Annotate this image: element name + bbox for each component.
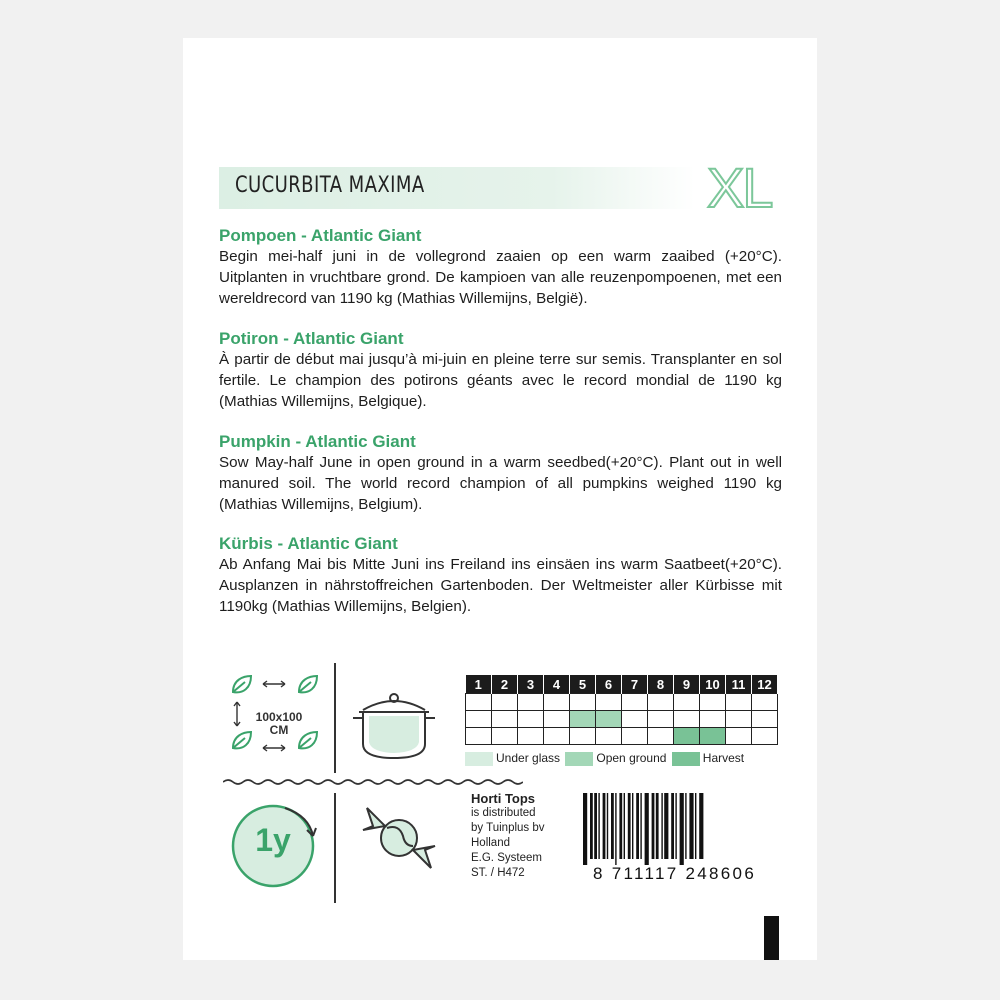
barcode-bar [583, 793, 587, 865]
barcode-bar [640, 793, 641, 859]
icon-divider [334, 663, 336, 773]
size-badge: XL [707, 156, 772, 219]
calendar-cell [544, 728, 570, 745]
calendar-month: 2 [492, 675, 518, 694]
legend-label: Open ground [596, 751, 667, 765]
calendar-cell [700, 711, 726, 728]
spacing-unit: CM [269, 723, 289, 737]
calendar-cell [466, 711, 492, 728]
section-german [219, 534, 782, 617]
barcode-bar [689, 793, 693, 859]
icon-divider [334, 793, 336, 903]
barcode-bar [685, 793, 686, 859]
calendar-month: 11 [726, 675, 752, 694]
calendar-body [466, 694, 778, 745]
lifecycle-label: 1y [255, 822, 291, 858]
cut-mark [764, 916, 779, 960]
barcode-bar [615, 793, 616, 865]
calendar-month: 3 [518, 675, 544, 694]
section-title: Potiron - Atlantic Giant [219, 329, 404, 348]
latin-name: CUCURBITA MAXIMA [235, 173, 425, 198]
barcode-bar [636, 793, 639, 859]
sowing-calendar [465, 675, 778, 745]
barcode [581, 793, 773, 865]
section-english [219, 432, 782, 515]
barcode-bar [652, 793, 655, 859]
calendar-cell [570, 711, 596, 728]
calendar-cell [648, 694, 674, 711]
barcode-bar [680, 793, 684, 865]
barcode-bar [675, 793, 676, 859]
distributor-line: by Tuinplus bv [471, 822, 545, 834]
calendar-cell [596, 711, 622, 728]
section-french [219, 329, 782, 412]
wave-divider [223, 778, 523, 786]
section-text: Begin mei-half juni in de vollegrond zaaien op een warm zaaibed (+20°C). Uitplanten in vruchtbare grond. De kampioen van alle reuzenpompoenen, met een wereldrecord van 1190 kg (Mathias Willemijns, België). [219, 248, 782, 307]
calendar-cell [466, 694, 492, 711]
legend-harvest [672, 751, 744, 766]
calendar-month: 1 [466, 675, 492, 694]
barcode-bar [619, 793, 622, 859]
calendar-cell [674, 694, 700, 711]
calendar-month: 9 [674, 675, 700, 694]
barcode-bar [603, 793, 606, 859]
barcode-number: 8 711117 248606 [593, 864, 757, 883]
calendar-legend [465, 751, 746, 766]
barcode-bar [632, 793, 633, 859]
spacing-label [249, 711, 309, 737]
calendar-cell [622, 728, 648, 745]
legend-swatch [465, 752, 493, 766]
calendar-month: 5 [570, 675, 596, 694]
calendar-cell [544, 711, 570, 728]
calendar-cell [518, 711, 544, 728]
calendar-cell [648, 711, 674, 728]
barcode-bar [607, 793, 608, 859]
barcode-bar [695, 793, 696, 859]
calendar-cell [570, 728, 596, 745]
section-text: Sow May-half June in open ground in a warm seedbed(+20°C). Plant out in well manured soil. The world record champion of all pumpkins weighed 1190 kg (Mathias Willemijns, Belgium). [219, 454, 782, 513]
calendar-month: 6 [596, 675, 622, 694]
section-text: Ab Anfang Mai bis Mitte Juni ins Freiland ins einsäen ins warm Saatbeet(+20°C). Ausplanzen in nährstoffreichen Gartenboden. Der Weltmeister aller Kürbisse mit 1190kg (Mathias Willemijns, Belgien). [219, 556, 782, 615]
calendar-cell [544, 694, 570, 711]
calendar-month-row [466, 675, 778, 694]
barcode-bar [656, 793, 659, 859]
cooking-pot-icon [349, 678, 439, 766]
section-title: Pompoen - Atlantic Giant [219, 226, 422, 245]
calendar-row [466, 694, 778, 711]
calendar-month: 4 [544, 675, 570, 694]
brand-name: Horti Tops [471, 791, 536, 806]
calendar-cell [726, 711, 752, 728]
calendar-month: 10 [700, 675, 726, 694]
barcode-bar [598, 793, 599, 859]
barcode-bar [624, 793, 625, 859]
calendar-month: 12 [752, 675, 778, 694]
legend-under-glass [465, 751, 560, 766]
legend-label: Harvest [702, 751, 745, 765]
barcode-bar [594, 793, 597, 859]
calendar-cell [492, 728, 518, 745]
section-title: Pumpkin - Atlantic Giant [219, 432, 416, 451]
calendar-cell [752, 694, 778, 711]
calendar-cell [726, 694, 752, 711]
calendar-cell [752, 711, 778, 728]
calendar-row [466, 728, 778, 745]
calendar-cell [674, 711, 700, 728]
calendar-cell [596, 728, 622, 745]
barcode-bar [671, 793, 674, 859]
section-dutch [219, 226, 782, 309]
calendar-cell [518, 694, 544, 711]
spacing-value: 100x100 [255, 710, 303, 724]
calendar-cell [622, 711, 648, 728]
calendar-cell [700, 728, 726, 745]
calendar-cell [622, 694, 648, 711]
candy-icon [359, 798, 439, 878]
calendar-cell [752, 728, 778, 745]
barcode-bar [645, 793, 649, 865]
legend-swatch [672, 752, 700, 766]
distributor-info [471, 791, 545, 881]
barcode-bar [590, 793, 593, 859]
calendar-cell [492, 694, 518, 711]
legend-swatch [565, 752, 593, 766]
barcode-bar [661, 793, 662, 859]
barcode-bar [611, 793, 614, 859]
barcode-bar [664, 793, 668, 859]
calendar-cell [596, 694, 622, 711]
calendar-cell [570, 694, 596, 711]
distributor-line: is distributed [471, 807, 536, 819]
legend-label: Under glass [496, 751, 561, 765]
calendar-month: 7 [622, 675, 648, 694]
calendar-cell [518, 728, 544, 745]
distributor-line: E.G. Systeem [471, 852, 542, 864]
barcode-bar [628, 793, 631, 859]
section-title: Kürbis - Atlantic Giant [219, 534, 398, 553]
latin-name-band [219, 167, 695, 209]
distributor-line: Holland [471, 837, 510, 849]
calendar-cell [674, 728, 700, 745]
calendar-row [466, 711, 778, 728]
distributor-line: ST. / H472 [471, 867, 525, 879]
legend-open-ground [565, 751, 666, 766]
barcode-bar [699, 793, 703, 859]
section-text: À partir de début mai jusqu’à mi-juin en pleine terre sur semis. Transplanter en sol fertile. Le champion des potirons géants avec le record mondial de 1190 kg (Mathias Willemijns, Belgique). [219, 351, 782, 410]
calendar-cell [648, 728, 674, 745]
calendar-cell [726, 728, 752, 745]
calendar-month: 8 [648, 675, 674, 694]
calendar-cell [492, 711, 518, 728]
calendar-cell [466, 728, 492, 745]
seed-packet-back [183, 38, 817, 960]
calendar-cell [700, 694, 726, 711]
